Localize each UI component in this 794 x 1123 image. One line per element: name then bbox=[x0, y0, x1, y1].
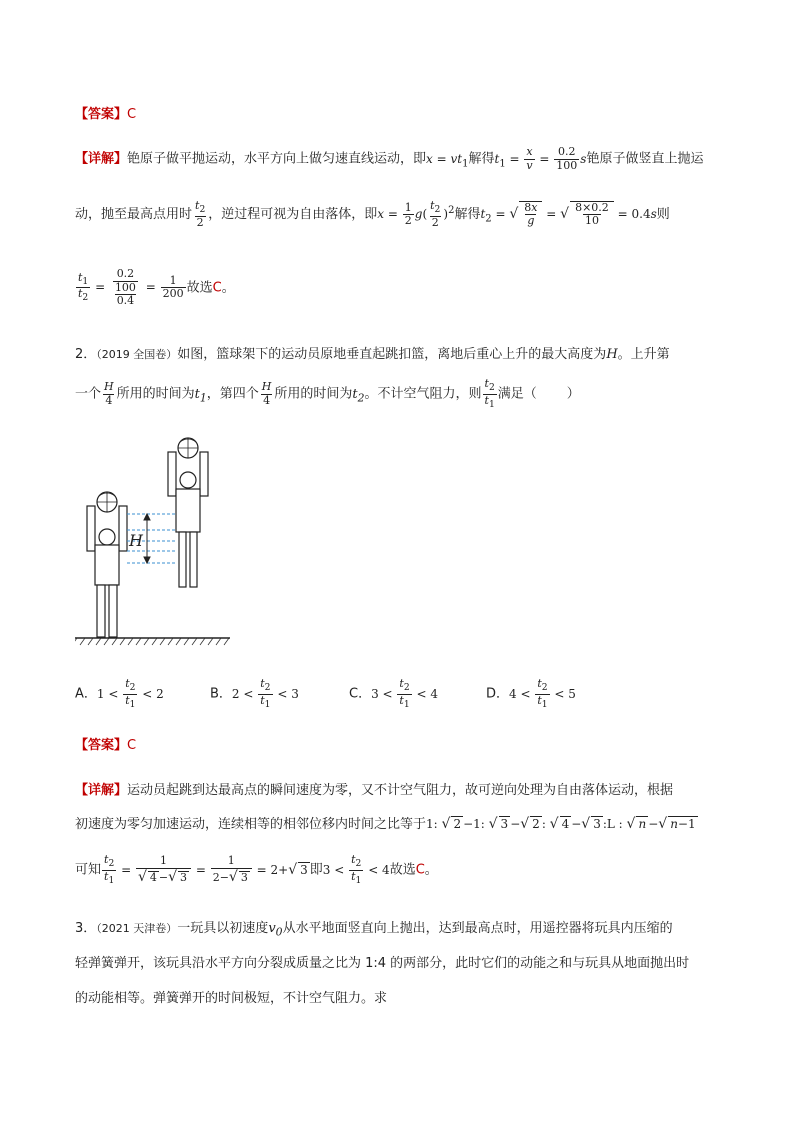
question-3-line-1: 3．（2021 天津卷）一玩具以初速度$v_0$从水平地面竖直向上抛出，达到最高点时，用遥控器将玩具内压缩的 bbox=[75, 921, 673, 939]
detail-text: 可知 bbox=[75, 862, 102, 878]
detail-1-line-3 bbox=[75, 268, 235, 308]
detail-1-line-2 bbox=[75, 200, 670, 229]
question-number: 2 bbox=[75, 347, 84, 362]
question-text: 所用的时间为 bbox=[274, 386, 353, 402]
option-a[interactable]: A．1 < $\frac{t_2}{t_1}$ < 2 bbox=[75, 677, 164, 710]
formula-ratio: $\frac{t_1}{t_2}$ = $\frac{\frac{0.2}{100}}{0.4}$ = $\frac{1}{200}$ bbox=[78, 267, 184, 308]
detail-choice: C bbox=[212, 280, 222, 296]
formula-t1: $t_1$ = $\frac{x}{v}$ = $\frac{0.2}{100}$ s bbox=[494, 145, 587, 172]
detail-choice: C bbox=[415, 862, 425, 878]
detail-text: 动，抛至最高点用时 bbox=[75, 207, 193, 223]
question-text: 。上升第 bbox=[617, 347, 670, 362]
formula-t2-half: $\frac{t_2}{2}$ bbox=[195, 199, 206, 229]
question-2-line-2 bbox=[75, 378, 580, 410]
detail-text: 即 bbox=[309, 862, 323, 878]
question-3-line-3: 的动能相等。弹簧弹开的时间极短，不计空气阻力。求 bbox=[75, 991, 388, 1006]
question-text: 所用的时间为 bbox=[116, 386, 195, 402]
detail-2-line-1 bbox=[75, 779, 673, 798]
question-text: 满足（ bbox=[497, 386, 537, 402]
question-t2: $t_2$ bbox=[352, 386, 365, 405]
question-3-line-2: 轻弹簧弹开，该玩具沿水平方向分裂成质量之比为 1:4 的两部分，此时它们的动能之和与玩具从地面抛出时 bbox=[75, 956, 690, 971]
answer-value: C bbox=[127, 107, 137, 122]
detail-text: 铯原子做竖直上抛运 bbox=[586, 151, 704, 167]
option-b[interactable]: B．2 < $\frac{t_2}{t_1}$ < 3 bbox=[210, 677, 299, 710]
basketball-figure bbox=[75, 432, 235, 647]
formula-H4-2: $\frac{H}{4}$ bbox=[261, 380, 272, 407]
question-source: （2019 全国卷） bbox=[96, 348, 178, 361]
detail-tag: 【详解】 bbox=[75, 151, 128, 167]
detail-text: 故选 bbox=[186, 280, 213, 296]
ground-hatch bbox=[75, 638, 229, 645]
question-text: 从水平地面竖直向上抛出，达到最高点时，用遥控器将玩具内压缩的 bbox=[282, 921, 673, 936]
answer-tag: 【答案】 bbox=[75, 738, 128, 753]
height-arrow bbox=[144, 514, 150, 563]
detail-text: 。 bbox=[221, 280, 235, 296]
answer-line-2 bbox=[75, 734, 136, 753]
height-label: H bbox=[129, 531, 143, 550]
detail-text: 运动员起跳到达最高点的瞬间速度为零，又不计空气阻力，故可逆向处理为自由落体运动，根据 bbox=[127, 783, 674, 798]
question-text: 如图，篮球架下的运动员原地垂直起跳扣篮，离地后重心上升的最大高度为 bbox=[177, 347, 607, 362]
formula-t2-t1: $\frac{t_2}{t_1}$ bbox=[484, 377, 495, 410]
formula-time-ratio: 1: √ 2 −1: √ 3 −√ 2 : √ 4 −√ 3 :L : √ n −√ n−1 bbox=[426, 816, 696, 832]
person-standing bbox=[87, 492, 127, 637]
detail-tag: 【详解】 bbox=[75, 783, 128, 798]
person-jumping bbox=[168, 438, 208, 587]
formula-range: 3 < $\frac{t_2}{t_1}$ < 4 bbox=[322, 853, 390, 886]
answer-tag: 【答案】 bbox=[75, 107, 128, 122]
detail-2-line-2 bbox=[75, 813, 698, 832]
detail-1-line-1 bbox=[75, 146, 703, 172]
question-t1: $t_1$ bbox=[194, 386, 207, 405]
option-d[interactable]: D．4 < $\frac{t_2}{t_1}$ < 5 bbox=[486, 677, 576, 710]
answer-line-1 bbox=[75, 103, 136, 122]
question-source: （2021 天津卷） bbox=[96, 922, 178, 935]
detail-text: 解得 bbox=[468, 151, 495, 167]
formula-result: $\frac{t_2}{t_1}$ = $\frac{1}{√ 4 -√ 3}$ = $\frac{1}{2-√ 3}$ = 2+√ 3 bbox=[104, 853, 308, 886]
detail-text: 。 bbox=[424, 862, 438, 878]
formula-H4: $\frac{H}{4}$ bbox=[104, 380, 114, 407]
detail-text: 则 bbox=[656, 207, 670, 223]
detail-2-line-3 bbox=[75, 854, 438, 886]
question-text: 一个 bbox=[75, 386, 102, 402]
question-2-line-1: 2．（2019 全国卷）如图，篮球架下的运动员原地垂直起跳扣篮，离地后重心上升的最大高度为H。上升第 bbox=[75, 347, 670, 362]
answer-value: C bbox=[127, 738, 137, 753]
option-c[interactable]: C．3 < $\frac{t_2}{t_1}$ < 4 bbox=[349, 677, 438, 710]
formula-t2-sqrt: $t_2$ = √ $\frac{8x}{g}$ = √ $\frac{8\times 0.2}{10}$ = 0.4s bbox=[480, 200, 657, 228]
jump-diagram bbox=[75, 432, 235, 647]
question-text: ，第四个 bbox=[206, 386, 259, 402]
formula-free-fall: x = $\frac{1}{2}$ g( $\frac{t_2}{2}$ )$^2$ bbox=[377, 199, 455, 229]
question-text: 。不计空气阻力，则 bbox=[364, 386, 482, 402]
formula-x-vt: $x = vt_1$ bbox=[426, 151, 469, 170]
detail-text: ，逆过程可视为自由落体，即 bbox=[208, 207, 378, 223]
question-H: H bbox=[606, 347, 618, 362]
detail-text: 解得 bbox=[454, 207, 481, 223]
detail-text: 铯原子做平抛运动，水平方向上做匀速直线运动，即 bbox=[127, 151, 427, 167]
question-text: ） bbox=[566, 386, 580, 402]
options-row bbox=[75, 678, 715, 708]
formula-v0: $v_0$ bbox=[268, 921, 283, 939]
question-text: 一玩具以初速度 bbox=[177, 921, 269, 936]
question-number: 3 bbox=[75, 921, 84, 936]
detail-text: 初速度为零匀加速运动，连续相等的相邻位移内时间之比等于 bbox=[75, 817, 427, 832]
detail-text: 故选 bbox=[389, 862, 416, 878]
